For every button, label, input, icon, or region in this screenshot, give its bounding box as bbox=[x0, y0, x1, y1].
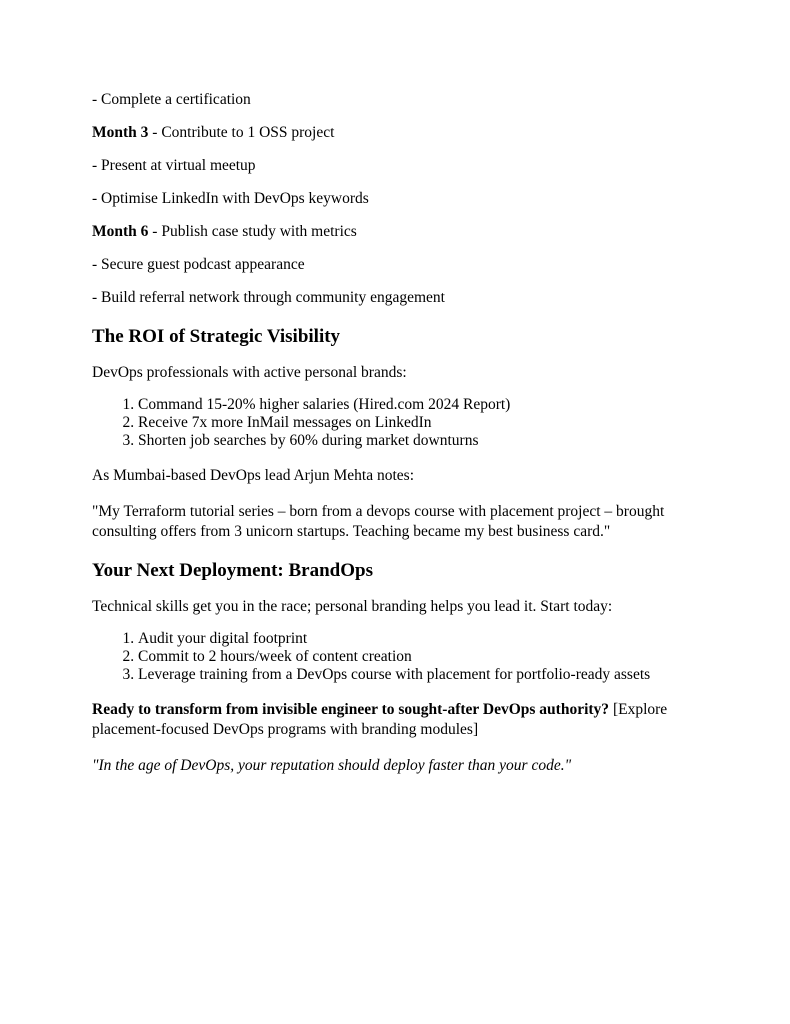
roi-list-item: 1. Command 15-20% higher salaries (Hired.com 2024 Report) bbox=[138, 396, 702, 414]
roi-intro: DevOps professionals with active personal brands: bbox=[92, 364, 407, 381]
cta-paragraph bbox=[92, 700, 702, 740]
plan-line-podcast: - Secure guest podcast appearance bbox=[92, 256, 305, 273]
next-list bbox=[92, 630, 702, 684]
cta-bold: Ready to transform from invisible engineer to sought-after DevOps authority? bbox=[92, 701, 610, 718]
plan-line-month6 bbox=[92, 222, 702, 242]
roi-quote: "My Terraform tutorial series – born from a devops course with placement project – brought consulting offers from 3 unicorn startups. Teaching became my best business card." bbox=[92, 503, 665, 540]
plan-line-linkedin: - Optimise LinkedIn with DevOps keywords bbox=[92, 190, 369, 207]
plan-line-meetup: - Present at virtual meetup bbox=[92, 157, 256, 174]
roi-list-item: 2. Receive 7x more InMail messages on LinkedIn bbox=[138, 414, 702, 432]
roi-list bbox=[92, 396, 702, 450]
document-page bbox=[92, 90, 702, 776]
month6-text: - Publish case study with metrics bbox=[148, 223, 357, 240]
roi-list-item: 3. Shorten job searches by 60% during market downturns bbox=[138, 432, 702, 450]
month3-label: Month 3 bbox=[92, 124, 149, 141]
next-list-item: 1. Audit your digital footprint bbox=[138, 630, 702, 648]
next-list-item: 3. Leverage training from a DevOps course with placement for portfolio-ready assets bbox=[138, 666, 702, 684]
plan-line-referral: - Build referral network through community engagement bbox=[92, 289, 445, 306]
month6-label: Month 6 bbox=[92, 223, 149, 240]
next-intro: Technical skills get you in the race; personal branding helps you lead it. Start today: bbox=[92, 598, 613, 615]
roi-heading: The ROI of Strategic Visibility bbox=[92, 326, 341, 347]
cta-link[interactable]: [Explore placement-focused DevOps programs with branding modules] bbox=[92, 701, 668, 738]
plan-line-certification: - Complete a certification bbox=[92, 91, 251, 108]
next-list-item: 2. Commit to 2 hours/week of content creation bbox=[138, 648, 702, 666]
next-heading: Your Next Deployment: BrandOps bbox=[92, 560, 373, 581]
month3-text: - Contribute to 1 OSS project bbox=[148, 124, 335, 141]
closing-quote: "In the age of DevOps, your reputation should deploy faster than your code." bbox=[92, 757, 572, 774]
roi-attribution: As Mumbai-based DevOps lead Arjun Mehta notes: bbox=[92, 467, 414, 484]
plan-line-month3 bbox=[92, 123, 702, 143]
